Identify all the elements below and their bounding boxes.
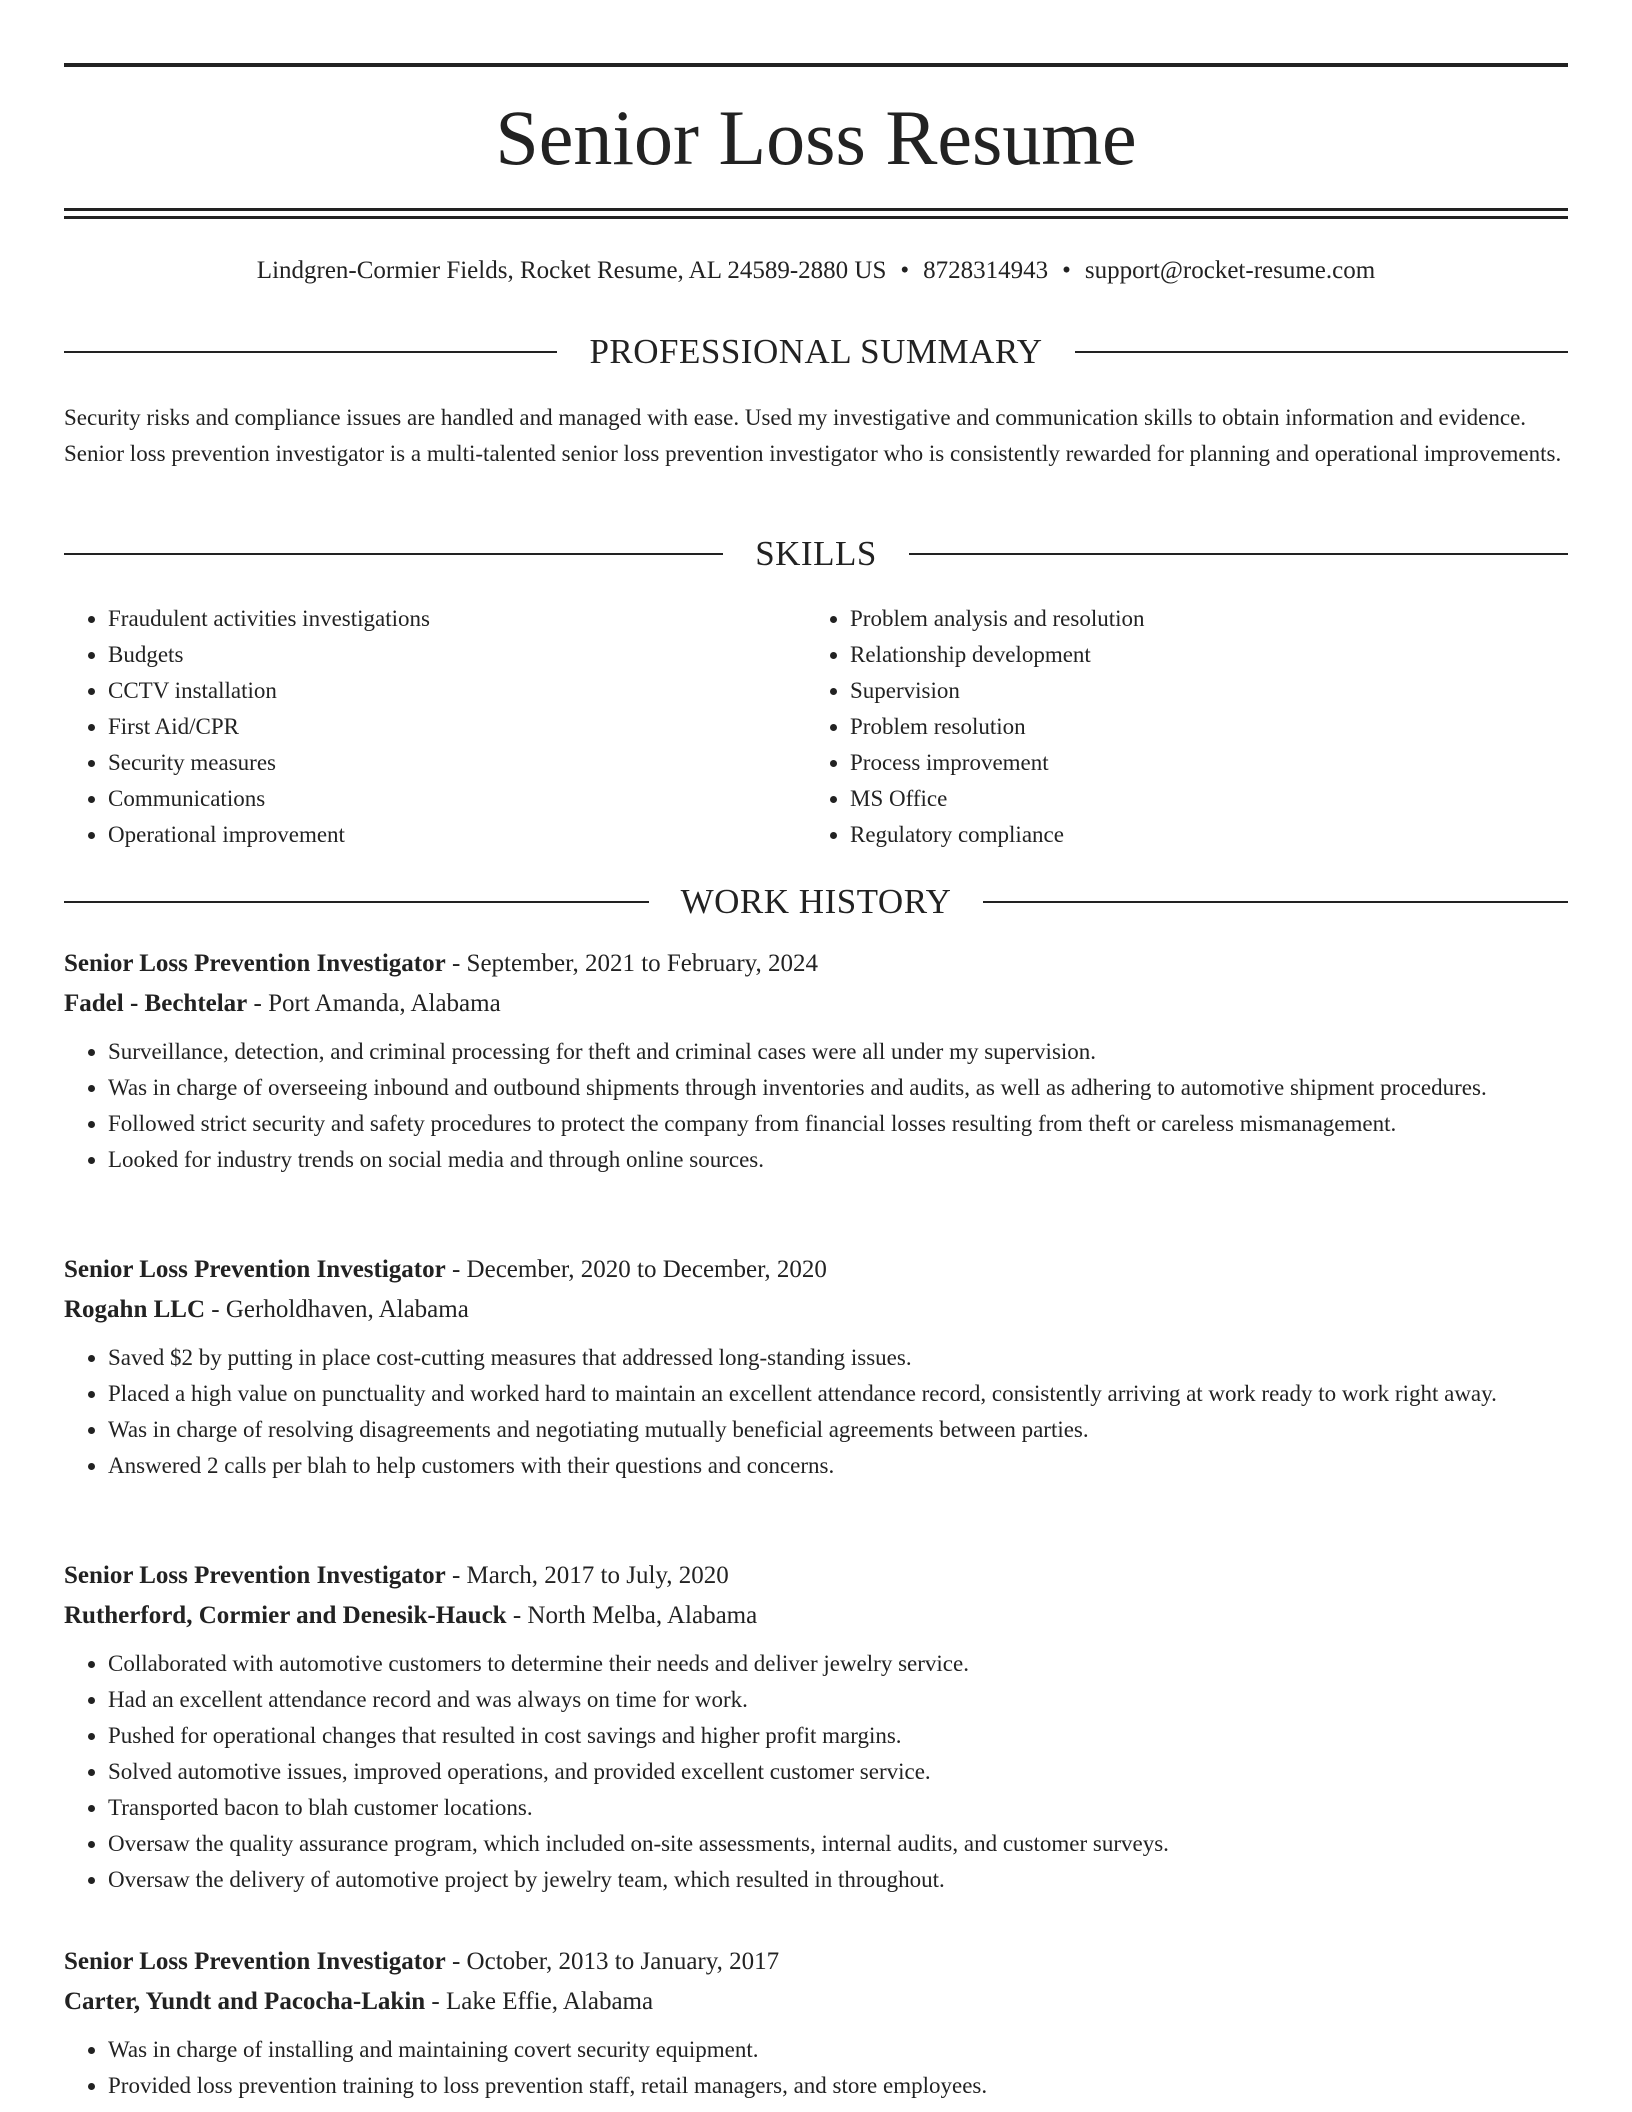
summary-heading-label: PROFESSIONAL SUMMARY bbox=[589, 332, 1043, 371]
skill-item: • Security measures bbox=[108, 745, 804, 781]
job-dates: - December, 2020 to December, 2020 bbox=[445, 1256, 827, 1283]
job-entry bbox=[64, 1556, 1568, 1898]
top-rule bbox=[64, 63, 1568, 67]
job-title-row bbox=[64, 1556, 1568, 1596]
skills-list-left bbox=[64, 601, 804, 853]
job-bullet-item: • Surveillance, detection, and criminal processing for theft and criminal cases were all under my supervision. bbox=[108, 1034, 1568, 1070]
job-title: Senior Loss Prevention Investigator bbox=[64, 950, 446, 977]
skill-item: • CCTV installation bbox=[108, 673, 804, 709]
skill-item: • Fraudulent activities investigations bbox=[108, 601, 804, 637]
job-bullets bbox=[64, 1646, 1568, 1898]
contact-phone: 8728314943 bbox=[923, 257, 1049, 284]
heading-rule-right bbox=[909, 553, 1568, 555]
skill-item: • First Aid/CPR bbox=[108, 709, 804, 745]
skill-item: • Process improvement bbox=[850, 745, 1546, 781]
job-company-row bbox=[64, 1290, 1568, 1330]
heading-rule-left bbox=[64, 351, 557, 353]
job-company: Fadel - Bechtelar bbox=[64, 990, 248, 1017]
summary-section-heading bbox=[64, 332, 1568, 372]
skill-item: • Problem resolution bbox=[850, 709, 1546, 745]
job-bullet-item: • Collaborated with automotive customers to determine their needs and deliver jewelry service. bbox=[108, 1646, 1568, 1682]
skill-item: • Problem analysis and resolution bbox=[850, 601, 1546, 637]
job-location: - Gerholdhaven, Alabama bbox=[205, 1296, 469, 1323]
job-bullets bbox=[64, 2032, 1568, 2104]
resume-title: Senior Loss Resume bbox=[495, 94, 1137, 181]
job-entry bbox=[64, 944, 1568, 1178]
job-bullet-item: • Answered 2 calls per blah to help customers with their questions and concerns. bbox=[108, 1448, 1568, 1484]
job-bullet-item: • Placed a high value on punctuality and worked hard to maintain an excellent attendance record, consistently arriving at work ready to work right away. bbox=[108, 1376, 1568, 1412]
contact-address: Lindgren-Cormier Fields, Rocket Resume, AL 24589-2880 US bbox=[256, 257, 887, 284]
job-location: - Lake Effie, Alabama bbox=[425, 1988, 654, 2015]
skill-item: • Regulatory compliance bbox=[850, 817, 1546, 853]
work-history-heading-label: WORK HISTORY bbox=[680, 882, 952, 921]
job-bullets bbox=[64, 1034, 1568, 1178]
job-company: Rutherford, Cormier and Denesik-Hauck bbox=[64, 1602, 507, 1629]
job-bullet-item: • Followed strict security and safety procedures to protect the company from financial losses resulting from theft or careless mismanagement. bbox=[108, 1106, 1568, 1142]
skill-item: • Budgets bbox=[108, 637, 804, 673]
job-title-row bbox=[64, 1942, 1568, 1982]
contact-separator: • bbox=[900, 257, 910, 284]
job-title: Senior Loss Prevention Investigator bbox=[64, 1256, 446, 1283]
job-company: Carter, Yundt and Pacocha-Lakin bbox=[64, 1988, 426, 2015]
job-location: - North Melba, Alabama bbox=[506, 1602, 758, 1629]
skills-section-heading bbox=[64, 534, 1568, 574]
skills-column-left bbox=[64, 601, 804, 853]
job-dates: - October, 2013 to January, 2017 bbox=[445, 1948, 780, 1975]
skill-item: • Operational improvement bbox=[108, 817, 804, 853]
heading-rule-left bbox=[64, 901, 649, 903]
job-title: Senior Loss Prevention Investigator bbox=[64, 1948, 446, 1975]
title-rule-upper bbox=[64, 208, 1568, 211]
title-rule-lower bbox=[64, 216, 1568, 219]
job-bullet-item: • Transported bacon to blah customer locations. bbox=[108, 1790, 1568, 1826]
job-title-row bbox=[64, 944, 1568, 984]
contact-separator: • bbox=[1062, 257, 1071, 284]
skill-item: • MS Office bbox=[850, 781, 1546, 817]
job-dates: - March, 2017 to July, 2020 bbox=[445, 1562, 729, 1589]
skills-heading-label: SKILLS bbox=[755, 534, 877, 573]
job-title-row bbox=[64, 1250, 1568, 1290]
job-company: Rogahn LLC bbox=[64, 1296, 206, 1323]
skill-item: • Communications bbox=[108, 781, 804, 817]
job-title: Senior Loss Prevention Investigator bbox=[64, 1562, 446, 1589]
job-bullet-item: • Had an excellent attendance record and was always on time for work. bbox=[108, 1682, 1568, 1718]
job-bullet-item: • Was in charge of resolving disagreements and negotiating mutually beneficial agreements between parties. bbox=[108, 1412, 1568, 1448]
job-bullet-item: • Oversaw the delivery of automotive project by jewelry team, which resulted in throughout. bbox=[108, 1862, 1568, 1898]
job-bullet-item: • Oversaw the quality assurance program, which included on-site assessments, internal audits, and customer surveys. bbox=[108, 1826, 1568, 1862]
skills-column-right bbox=[806, 601, 1546, 853]
heading-rule-right bbox=[1075, 351, 1568, 353]
job-bullet-item: • Pushed for operational changes that resulted in cost savings and higher profit margins. bbox=[108, 1718, 1568, 1754]
skill-item: • Supervision bbox=[850, 673, 1546, 709]
job-entry bbox=[64, 1942, 1568, 2104]
job-entry bbox=[64, 1250, 1568, 1484]
skill-item: • Relationship development bbox=[850, 637, 1546, 673]
job-company-row bbox=[64, 984, 1568, 1024]
heading-rule-left bbox=[64, 553, 723, 555]
job-bullet-item: • Solved automotive issues, improved operations, and provided excellent customer service. bbox=[108, 1754, 1568, 1790]
heading-rule-right bbox=[983, 901, 1568, 903]
contact-line bbox=[64, 254, 1568, 288]
job-bullet-item: • Was in charge of installing and maintaining covert security equipment. bbox=[108, 2032, 1568, 2068]
job-dates: - September, 2021 to February, 2024 bbox=[445, 950, 819, 977]
job-bullets bbox=[64, 1340, 1568, 1484]
job-bullet-item: • Looked for industry trends on social media and through online sources. bbox=[108, 1142, 1568, 1178]
job-company-row bbox=[64, 1982, 1568, 2022]
job-company-row bbox=[64, 1596, 1568, 1636]
contact-email: support@rocket-resume.com bbox=[1084, 257, 1376, 284]
job-location: - Port Amanda, Alabama bbox=[247, 990, 501, 1017]
job-bullet-item: • Saved $2 by putting in place cost-cutting measures that addressed long-standing issues. bbox=[108, 1340, 1568, 1376]
professional-summary-text: Security risks and compliance issues are handled and managed with ease. Used my investigative and communication skills to obtain information and evidence. Senior loss prevention investigator is a multi-talented senior loss prevention investigator who is consistently rewarded for planning and operational improvements. bbox=[64, 405, 1562, 466]
skills-list-right bbox=[806, 601, 1546, 853]
work-history-section-heading bbox=[64, 882, 1568, 922]
job-bullet-item: • Provided loss prevention training to loss prevention staff, retail managers, and store employees. bbox=[108, 2068, 1568, 2104]
job-bullet-item: • Was in charge of overseeing inbound and outbound shipments through inventories and audits, as well as adhering to automotive shipment procedures. bbox=[108, 1070, 1568, 1106]
